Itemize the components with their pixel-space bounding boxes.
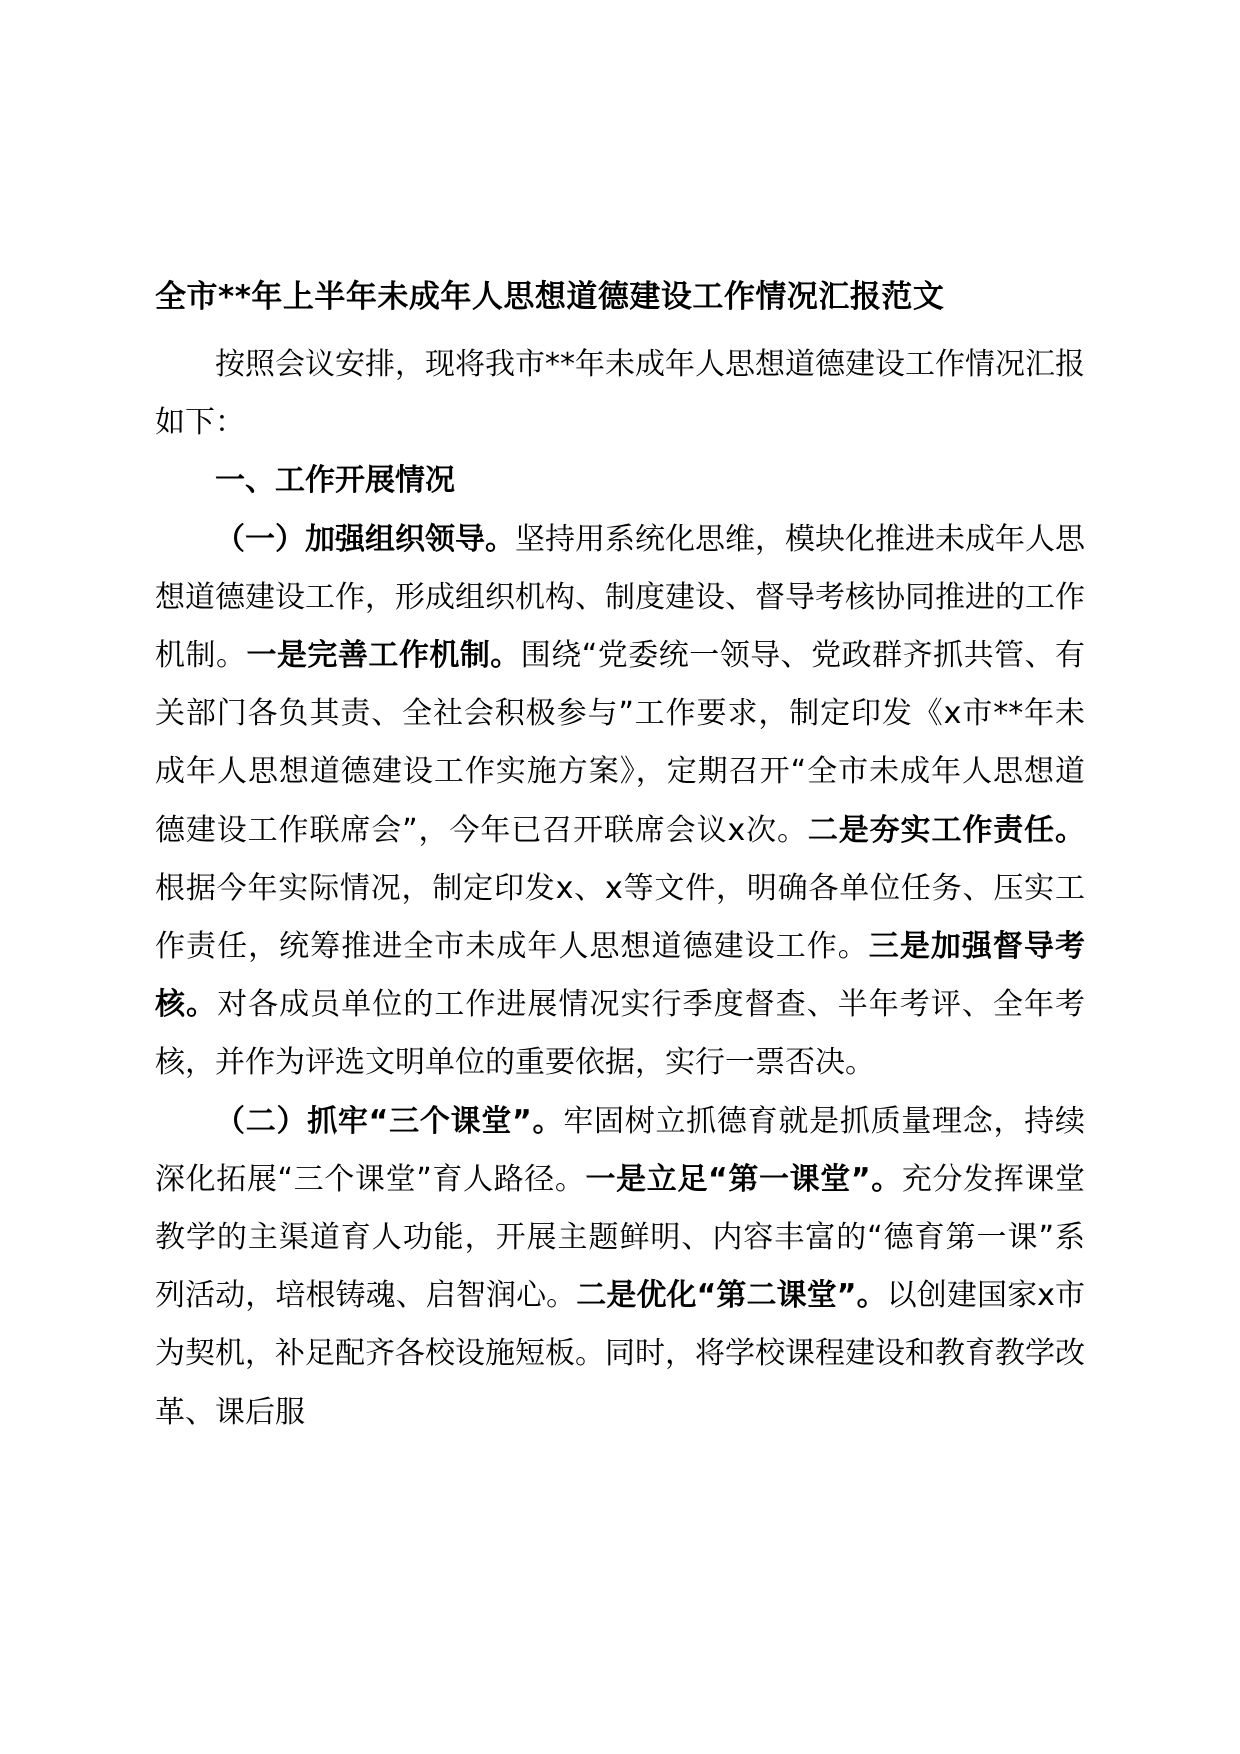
document-body — [155, 336, 1085, 1442]
intro-paragraph: 按照会议安排，现将我市**年未成年人思想道德建设工作情况汇报如下： — [155, 347, 1085, 441]
part2-text: 牢固树立抓德育就是抓质量理念，持续深化拓展“三个课堂”育人路径。 — [155, 1103, 1085, 1197]
part2-sub1-lead: 一是立足“第一课堂”。 — [585, 1161, 902, 1197]
part1-sub3-lead: 三是加强督导考核。 — [155, 929, 1086, 1023]
part2-lead: （二）抓牢“三个课堂”。 — [215, 1103, 564, 1139]
part2-sub2-text: 以创建国家x市为契机，补足配齐各校设施短板。同时，将学校课程建设和教育教学改革、课后服 — [155, 1278, 1085, 1430]
part1-sub1-lead: 一是完善工作机制。 — [246, 638, 521, 674]
part1-sub3-text: 对各成员单位的工作进展情况实行季度督查、半年考评、全年考核，并作为评选文明单位的重要依据，实行一票否决。 — [155, 987, 1086, 1081]
part1-sub2-text: 根据今年实际情况，制定印发x、x等文件，明确各单位任务、压实工作责任，统筹推进全市未成年人思想道德建设工作。 — [155, 870, 1085, 965]
paragraph-three-classrooms — [155, 1093, 1085, 1442]
section-heading: 一、工作开展情况 — [215, 463, 455, 499]
part1-text: 坚持用系统化思维，模块化推进未成年人思想道德建设工作，形成组织机构、制度建设、督导考核协同推进的工作机制。 — [155, 521, 1085, 674]
part1-lead: （一）加强组织领导。 — [215, 521, 515, 557]
paragraph-organization-leadership — [155, 511, 1085, 1093]
part1-sub2-lead: 二是夯实工作责任。 — [807, 812, 1086, 848]
part2-sub1-text: 充分发挥课堂教学的主渠道育人功能，开展主题鲜明、内容丰富的“德育第一课”系列活动，培根铸魂、启智润心。 — [155, 1161, 1085, 1314]
document-title: 全市**年上半年未成年人思想道德建设工作情况汇报范文 — [155, 279, 945, 315]
part1-sub1-text: 围绕“党委统一领导、党政群齐抓共管、有关部门各负其责、全社会积极参与”工作要求，制定印发《x市**年未成年人思想道德建设工作实施方案》，定期召开“全市未成年人思想道德建设工作联席会”，今年已召开联席会议x次。 — [155, 638, 1086, 848]
part2-sub2-lead: 二是优化“第二课堂”。 — [576, 1278, 887, 1314]
